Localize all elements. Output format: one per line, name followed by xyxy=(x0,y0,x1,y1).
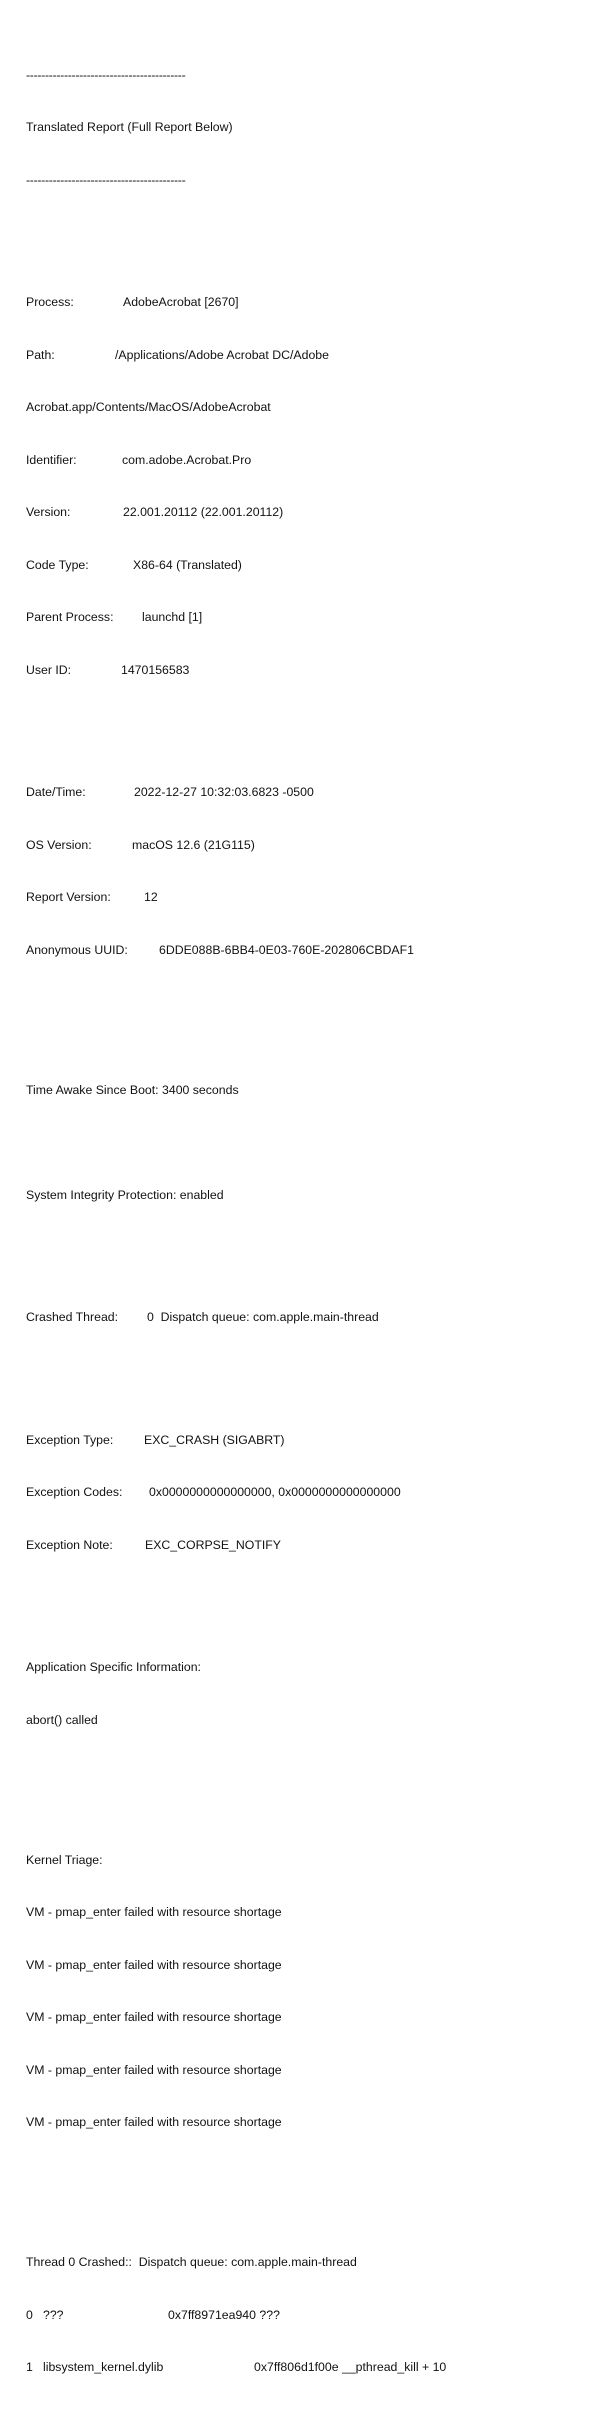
exception-codes-row xyxy=(26,1484,586,1502)
date-time-row xyxy=(26,784,586,802)
frame-library: libsystem_kernel.dylib xyxy=(43,2360,164,2374)
parent-process-row xyxy=(26,609,586,627)
time-awake-line: Time Awake Since Boot: 3400 seconds xyxy=(26,1082,239,1097)
frame-library: ??? xyxy=(43,2307,64,2322)
os-version-row xyxy=(26,837,586,855)
header-divider-top: ------------------------------------------ xyxy=(26,67,186,82)
exception-note-label: Exception Note: xyxy=(26,1537,113,1552)
exception-codes-label: Exception Codes: xyxy=(26,1485,123,1499)
report-version-label: Report Version: xyxy=(26,890,111,904)
thread-0-title: Thread 0 Crashed:: Dispatch queue: com.apple.main-thread xyxy=(26,2255,357,2269)
code-type-value: X86-64 (Translated) xyxy=(133,557,242,572)
frame-address: 0x7ff8971ea940 ??? xyxy=(168,2307,280,2322)
date-time-value: 2022-12-27 10:32:03.6823 -0500 xyxy=(134,785,314,799)
version-label: Version: xyxy=(26,505,71,519)
identifier-label: Identifier: xyxy=(26,452,77,467)
user-id-row xyxy=(26,662,586,680)
stack-frame xyxy=(26,2359,586,2377)
stack-frame xyxy=(26,2307,586,2325)
exception-type-value: EXC_CRASH (SIGABRT) xyxy=(144,1432,285,1447)
anonymous-uuid-label: Anonymous UUID: xyxy=(26,942,128,957)
identifier-value: com.adobe.Acrobat.Pro xyxy=(122,452,252,467)
kernel-triage-line: VM - pmap_enter failed with resource shortage xyxy=(26,2062,282,2077)
header-divider-bottom: ------------------------------------------ xyxy=(26,172,186,187)
frame-address: 0x7ff806d1f00e __pthread_kill + 10 xyxy=(254,2360,447,2374)
os-version-value: macOS 12.6 (21G115) xyxy=(132,837,255,852)
kernel-triage-line: VM - pmap_enter failed with resource shortage xyxy=(26,1905,282,1919)
path-row xyxy=(26,347,586,365)
report-title: Translated Report (Full Report Below) xyxy=(26,120,233,134)
app-specific-label: Application Specific Information: xyxy=(26,1660,201,1674)
code-type-row xyxy=(26,557,586,575)
kernel-triage-line: VM - pmap_enter failed with resource shortage xyxy=(26,1957,282,1972)
os-version-label: OS Version: xyxy=(26,837,92,852)
date-time-label: Date/Time: xyxy=(26,785,86,799)
app-specific-value: abort() called xyxy=(26,1712,98,1727)
version-value: 22.001.20112 (22.001.20112) xyxy=(123,505,284,519)
process-label: Process: xyxy=(26,295,74,309)
process-value: AdobeAcrobat [2670] xyxy=(123,295,239,309)
path-label: Path: xyxy=(26,347,55,362)
frame-index: 0 xyxy=(26,2307,33,2322)
exception-type-row xyxy=(26,1432,586,1450)
sip-line: System Integrity Protection: enabled xyxy=(26,1187,224,1202)
version-row xyxy=(26,504,586,522)
crash-report xyxy=(26,14,586,2412)
crashed-thread-label: Crashed Thread: xyxy=(26,1310,119,1324)
report-version-value: 12 xyxy=(144,890,158,904)
path-row-continued: Acrobat.app/Contents/MacOS/AdobeAcrobat xyxy=(26,400,271,414)
frame-index: 1 xyxy=(26,2360,33,2374)
report-version-row xyxy=(26,889,586,907)
exception-type-label: Exception Type: xyxy=(26,1432,114,1447)
crashed-thread-value: 0 Dispatch queue: com.apple.main-thread xyxy=(147,1310,379,1324)
user-id-value: 1470156583 xyxy=(121,662,190,677)
process-row xyxy=(26,294,586,312)
identifier-row xyxy=(26,452,586,470)
kernel-triage-line: VM - pmap_enter failed with resource shortage xyxy=(26,2010,282,2024)
user-id-label: User ID: xyxy=(26,662,72,677)
exception-note-value: EXC_CORPSE_NOTIFY xyxy=(145,1537,281,1552)
exception-note-row xyxy=(26,1537,586,1555)
path-value: /Applications/Adobe Acrobat DC/Adobe xyxy=(115,347,329,362)
exception-codes-value: 0x0000000000000000, 0x0000000000000000 xyxy=(149,1485,401,1499)
code-type-label: Code Type: xyxy=(26,557,89,572)
parent-process-value: launchd [1] xyxy=(142,610,203,624)
crashed-thread-row xyxy=(26,1309,586,1327)
parent-process-label: Parent Process: xyxy=(26,610,114,624)
anonymous-uuid-value: 6DDE088B-6BB4-0E03-760E-202806CBDAF1 xyxy=(159,942,414,957)
anonymous-uuid-row xyxy=(26,942,586,960)
kernel-triage-line: VM - pmap_enter failed with resource shortage xyxy=(26,2115,282,2129)
kernel-triage-label: Kernel Triage: xyxy=(26,1852,103,1867)
